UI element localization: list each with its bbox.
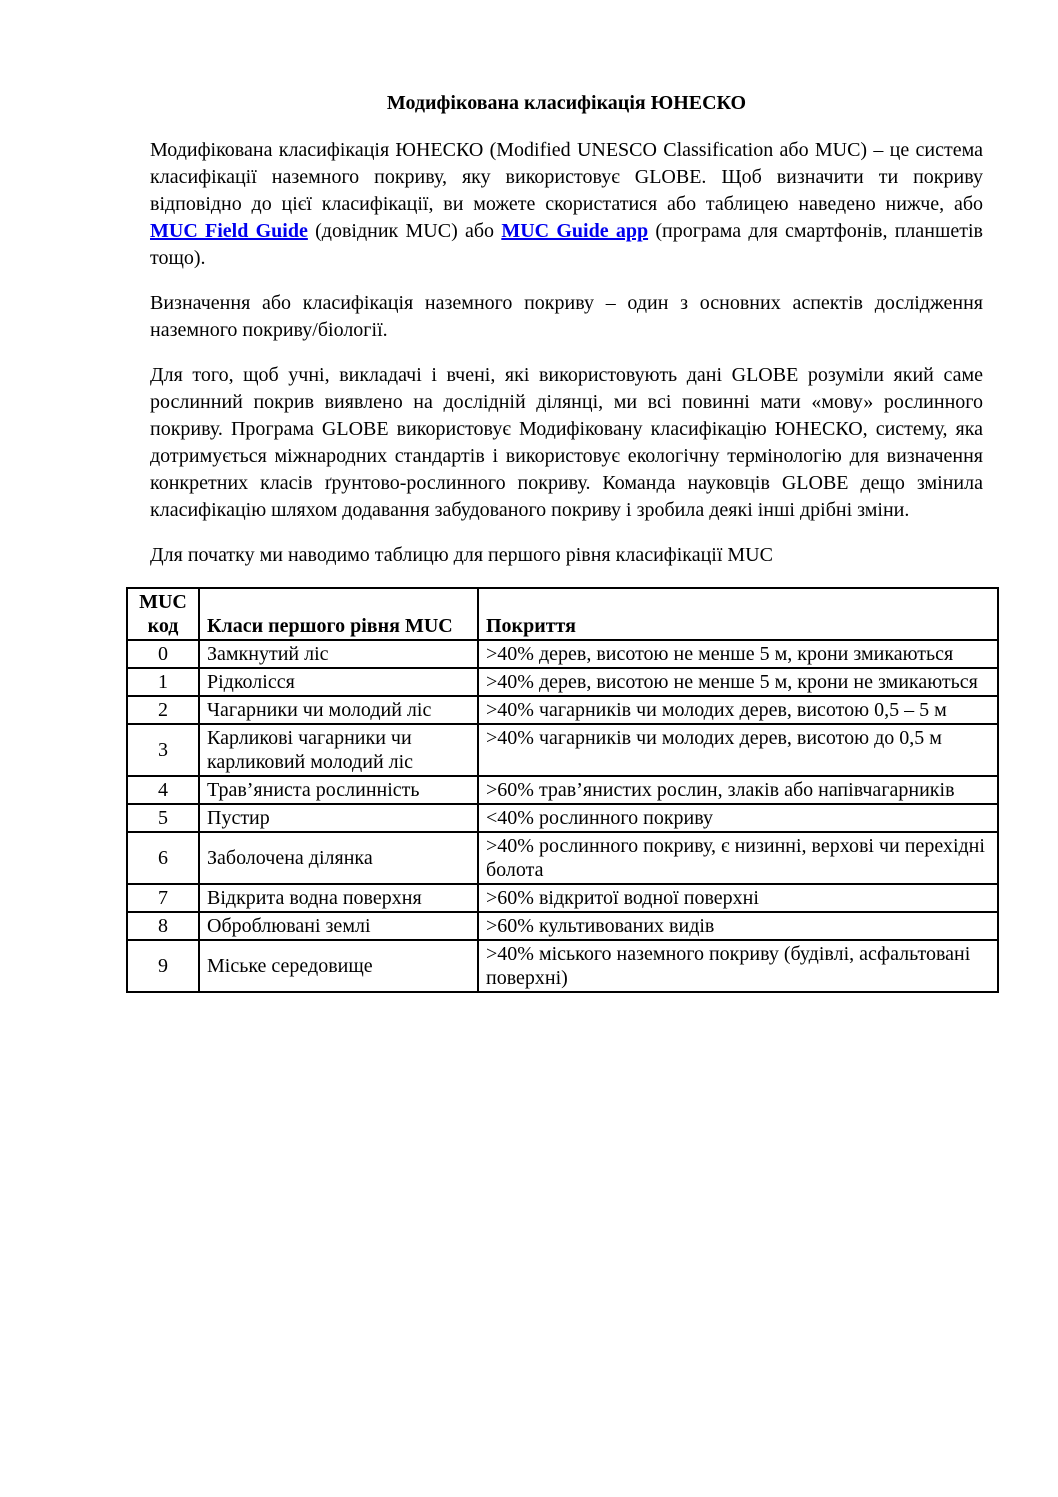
muc-class-cell: Пустир — [199, 804, 478, 832]
muc-cover-cell: >40% дерев, висотою не менше 5 м, крони не змикаються — [478, 668, 998, 696]
muc-code-cell: 8 — [127, 912, 199, 940]
muc-code-cell: 6 — [127, 832, 199, 884]
header-muc-code: MUC код — [127, 588, 199, 640]
doc-title: Модифікована класифікація ЮНЕСКО — [386, 92, 747, 114]
muc-cover-cell: >40% чагарників чи молодих дерев, висотою 0,5 – 5 м — [478, 696, 998, 724]
muc-cover-cell: >40% рослинного покриву, є низинні, верхові чи перехідні болота — [478, 832, 998, 884]
muc-class-cell: Карликові чагарники чи карликовий молодий ліс — [199, 724, 478, 776]
muc-class-cell: Міське середовище — [199, 940, 478, 992]
muc-cover-cell: <40% рослинного покриву — [478, 804, 998, 832]
link-muc-field-guide[interactable]: MUC Field Guide — [150, 220, 308, 242]
paragraph-explanation: Для того, щоб учні, викладачі і вчені, які використовують дані GLOBE розуміли який саме рослинний покрив виявлено на дослідній ділянці, ми всі повинні мати «мову» рослинного покриву. Програма GLOBE використовує Модифіковану класифікацію ЮНЕСКО, систему, яка дотримується міжнародних стандартів і використовує екологічну термінологію для визначення конкретних класів ґрунтово-рослинного покриву. Команда науковців GLOBE дещо змінила класифікацію шляхом додавання забудованого покриву і зробила деякі інші дрібні зміни. — [150, 364, 983, 521]
muc-code-cell: 3 — [127, 724, 199, 776]
table-row-6 — [127, 832, 998, 884]
intro-text-after-link2: (програма для смартфонів, планшетів тощо). — [150, 220, 983, 269]
muc-code-cell: 9 — [127, 940, 199, 992]
table-row-4 — [127, 776, 998, 804]
paragraph-definition: Визначення або класифікація наземного покриву – один з основних аспектів дослідження наземного покриву/біології. — [150, 292, 983, 341]
table-row-0 — [127, 640, 998, 668]
muc-cover-cell: >40% чагарників чи молодих дерев, висотою до 0,5 м — [478, 724, 998, 776]
muc-class-cell: Оброблювані землі — [199, 912, 478, 940]
intro-text-between-links: (довідник MUC) або — [307, 220, 502, 242]
link-muc-guide-app[interactable]: MUC Guide app — [501, 220, 649, 242]
paragraph-table-intro: Для початку ми наводимо таблицю для першого рівня класифікації MUC — [150, 544, 773, 566]
muc-code-cell: 0 — [127, 640, 199, 668]
table-row-2 — [127, 696, 998, 724]
muc-class-cell: Трав’яниста рослинність — [199, 776, 478, 804]
header-cover: Покриття — [478, 588, 998, 640]
header-muc-class: Класи першого рівня MUC — [199, 588, 478, 640]
table-row-5 — [127, 804, 998, 832]
muc-code-cell: 4 — [127, 776, 199, 804]
muc-cover-cell: >40% дерев, висотою не менше 5 м, крони змикаються — [478, 640, 998, 668]
muc-level1-table — [126, 587, 999, 993]
muc-cover-cell: >60% трав’янистих рослин, злаків або напівчагарників — [478, 776, 998, 804]
muc-class-cell: Відкрита водна поверхня — [199, 884, 478, 912]
paragraph-intro — [150, 137, 983, 272]
muc-class-cell: Заболочена ділянка — [199, 832, 478, 884]
muc-code-cell: 2 — [127, 696, 199, 724]
muc-class-cell: Замкнутий ліс — [199, 640, 478, 668]
muc-cover-cell: >60% культивованих видів — [478, 912, 998, 940]
table-row-8 — [127, 912, 998, 940]
muc-class-cell: Чагарники чи молодий ліс — [199, 696, 478, 724]
muc-class-cell: Рідколісся — [199, 668, 478, 696]
muc-table-header-row — [127, 588, 998, 640]
muc-code-cell: 7 — [127, 884, 199, 912]
intro-text-before-link1: Модифікована класифікація ЮНЕСКО (Modified UNESCO Classification або MUC) – це система класифікації наземного покриву, яку використовує GLOBE. Щоб визначити ти покриву відповідно до цієї класифікації, ви можете скористатися або таблицею наведено нижче, або — [150, 139, 983, 215]
table-row-9 — [127, 940, 998, 992]
table-row-3 — [127, 724, 998, 776]
muc-cover-cell: >40% міського наземного покриву (будівлі, асфальтовані поверхні) — [478, 940, 998, 992]
muc-cover-cell: >60% відкритої водної поверхні — [478, 884, 998, 912]
table-row-7 — [127, 884, 998, 912]
table-row-1 — [127, 668, 998, 696]
muc-code-cell: 5 — [127, 804, 199, 832]
muc-code-cell: 1 — [127, 668, 199, 696]
